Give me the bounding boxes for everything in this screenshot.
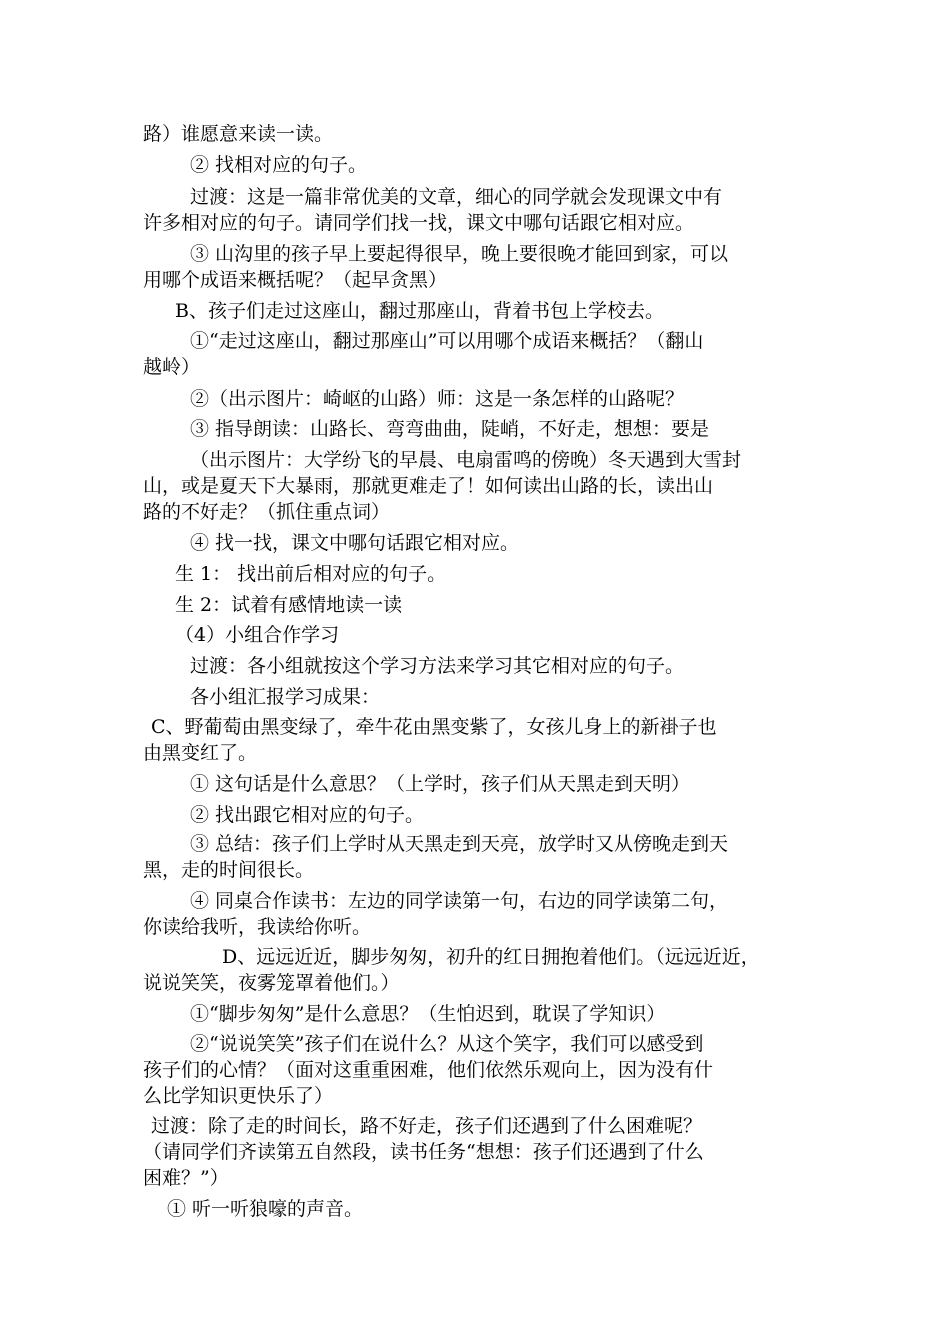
text-line: 说说笑笑，夜雾笼罩着他们。） xyxy=(143,972,400,994)
text-line: C、野葡萄由黑变绿了，牵牛花由黑变紫了，女孩儿身上的新褂子也 xyxy=(151,716,717,738)
text-line: 路）谁愿意来读一读。 xyxy=(143,123,334,145)
text-line: ④ 找一找，课文中哪句话跟它相对应。 xyxy=(190,532,520,554)
text-line: 由黑变红了。 xyxy=(143,742,258,764)
text-line: 路的不好走？（抓住重点词） xyxy=(143,501,391,523)
text-line: ③ 总结：孩子们上学时从天黑走到天亮，放学时又从傍晚走到天 xyxy=(190,833,729,855)
text-line: 各小组汇报学习成果： xyxy=(190,686,381,708)
text-line: 许多相对应的句子。请同学们找一找，课文中哪句话跟它相对应。 xyxy=(143,212,695,234)
text-line: 你读给我听，我读给你听。 xyxy=(143,916,372,938)
text-line: ② 找相对应的句子。 xyxy=(190,154,368,176)
text-line: 越岭） xyxy=(143,356,201,378)
text-line: 过渡：除了走的时间长，路不好走，孩子们还遇到了什么困难呢？ xyxy=(151,1115,703,1137)
text-line: ②“说说笑笑”孩子们在说什么？从这个笑字，我们可以感受到 xyxy=(190,1033,704,1055)
text-line: （请同学们齐读第五自然段，读书任务“想想：孩子们还遇到了什么 xyxy=(143,1141,704,1163)
text-line: D、远远近近，脚步匆匆，初升的红日拥抱着他们。（远远近近， xyxy=(222,946,760,968)
text-line: ①“走过这座山，翻过那座山”可以用哪个成语来概括？（翻山 xyxy=(190,330,704,352)
text-line: （4）小组合作学习 xyxy=(175,624,340,646)
text-line: 困难？”） xyxy=(143,1167,229,1189)
text-line: ③ 指导朗读：山路长、弯弯曲曲，陡峭，不好走，想想：要是 xyxy=(190,418,710,440)
text-line: 用哪个成语来概括呢？（起早贪黑） xyxy=(143,269,448,291)
text-line: 山，或是夏天下大暴雨，那就更难走了！如何读出山路的长，读出山 xyxy=(143,475,714,497)
text-line: ① 听一听狼嚎的声音。 xyxy=(167,1198,364,1220)
text-line: ①“脚步匆匆”是什么意思？（生怕迟到，耽误了学知识） xyxy=(190,1003,666,1025)
text-line: 孩子们的心情？（面对这重重困难，他们依然乐观向上，因为没有什 xyxy=(143,1059,714,1081)
text-line: 过渡：这是一篇非常优美的文章，细心的同学就会发现课文中有 xyxy=(190,186,723,208)
text-line: 黑，走的时间很长。 xyxy=(143,859,315,881)
text-line: ②（出示图片：崎岖的山路）师：这是一条怎样的山路呢？ xyxy=(190,388,685,410)
text-line: （出示图片：大学纷飞的早晨、电扇雷鸣的傍晚）冬天遇到大雪封 xyxy=(190,449,742,471)
text-line: ② 找出跟它相对应的句子。 xyxy=(190,804,425,826)
text-line: 过渡：各小组就按这个学习方法来学习其它相对应的句子。 xyxy=(190,655,685,677)
text-line: 生 2：试着有感情地读一读 xyxy=(175,594,403,616)
text-line: ④ 同桌合作读书：左边的同学读第一句，右边的同学读第二句， xyxy=(190,890,729,912)
text-line: ① 这句话是什么意思？（上学时，孩子们从天黑走到天明） xyxy=(190,773,691,795)
text-line: 生 1： 找出前后相对应的句子。 xyxy=(175,563,447,585)
text-line: B、孩子们走过这座山，翻过那座山，背着书包上学校去。 xyxy=(175,300,664,322)
text-line: ③ 山沟里的孩子早上要起得很早，晚上要很晚才能回到家，可以 xyxy=(190,243,729,265)
text-line: 么比学知识更快乐了） xyxy=(143,1085,334,1107)
